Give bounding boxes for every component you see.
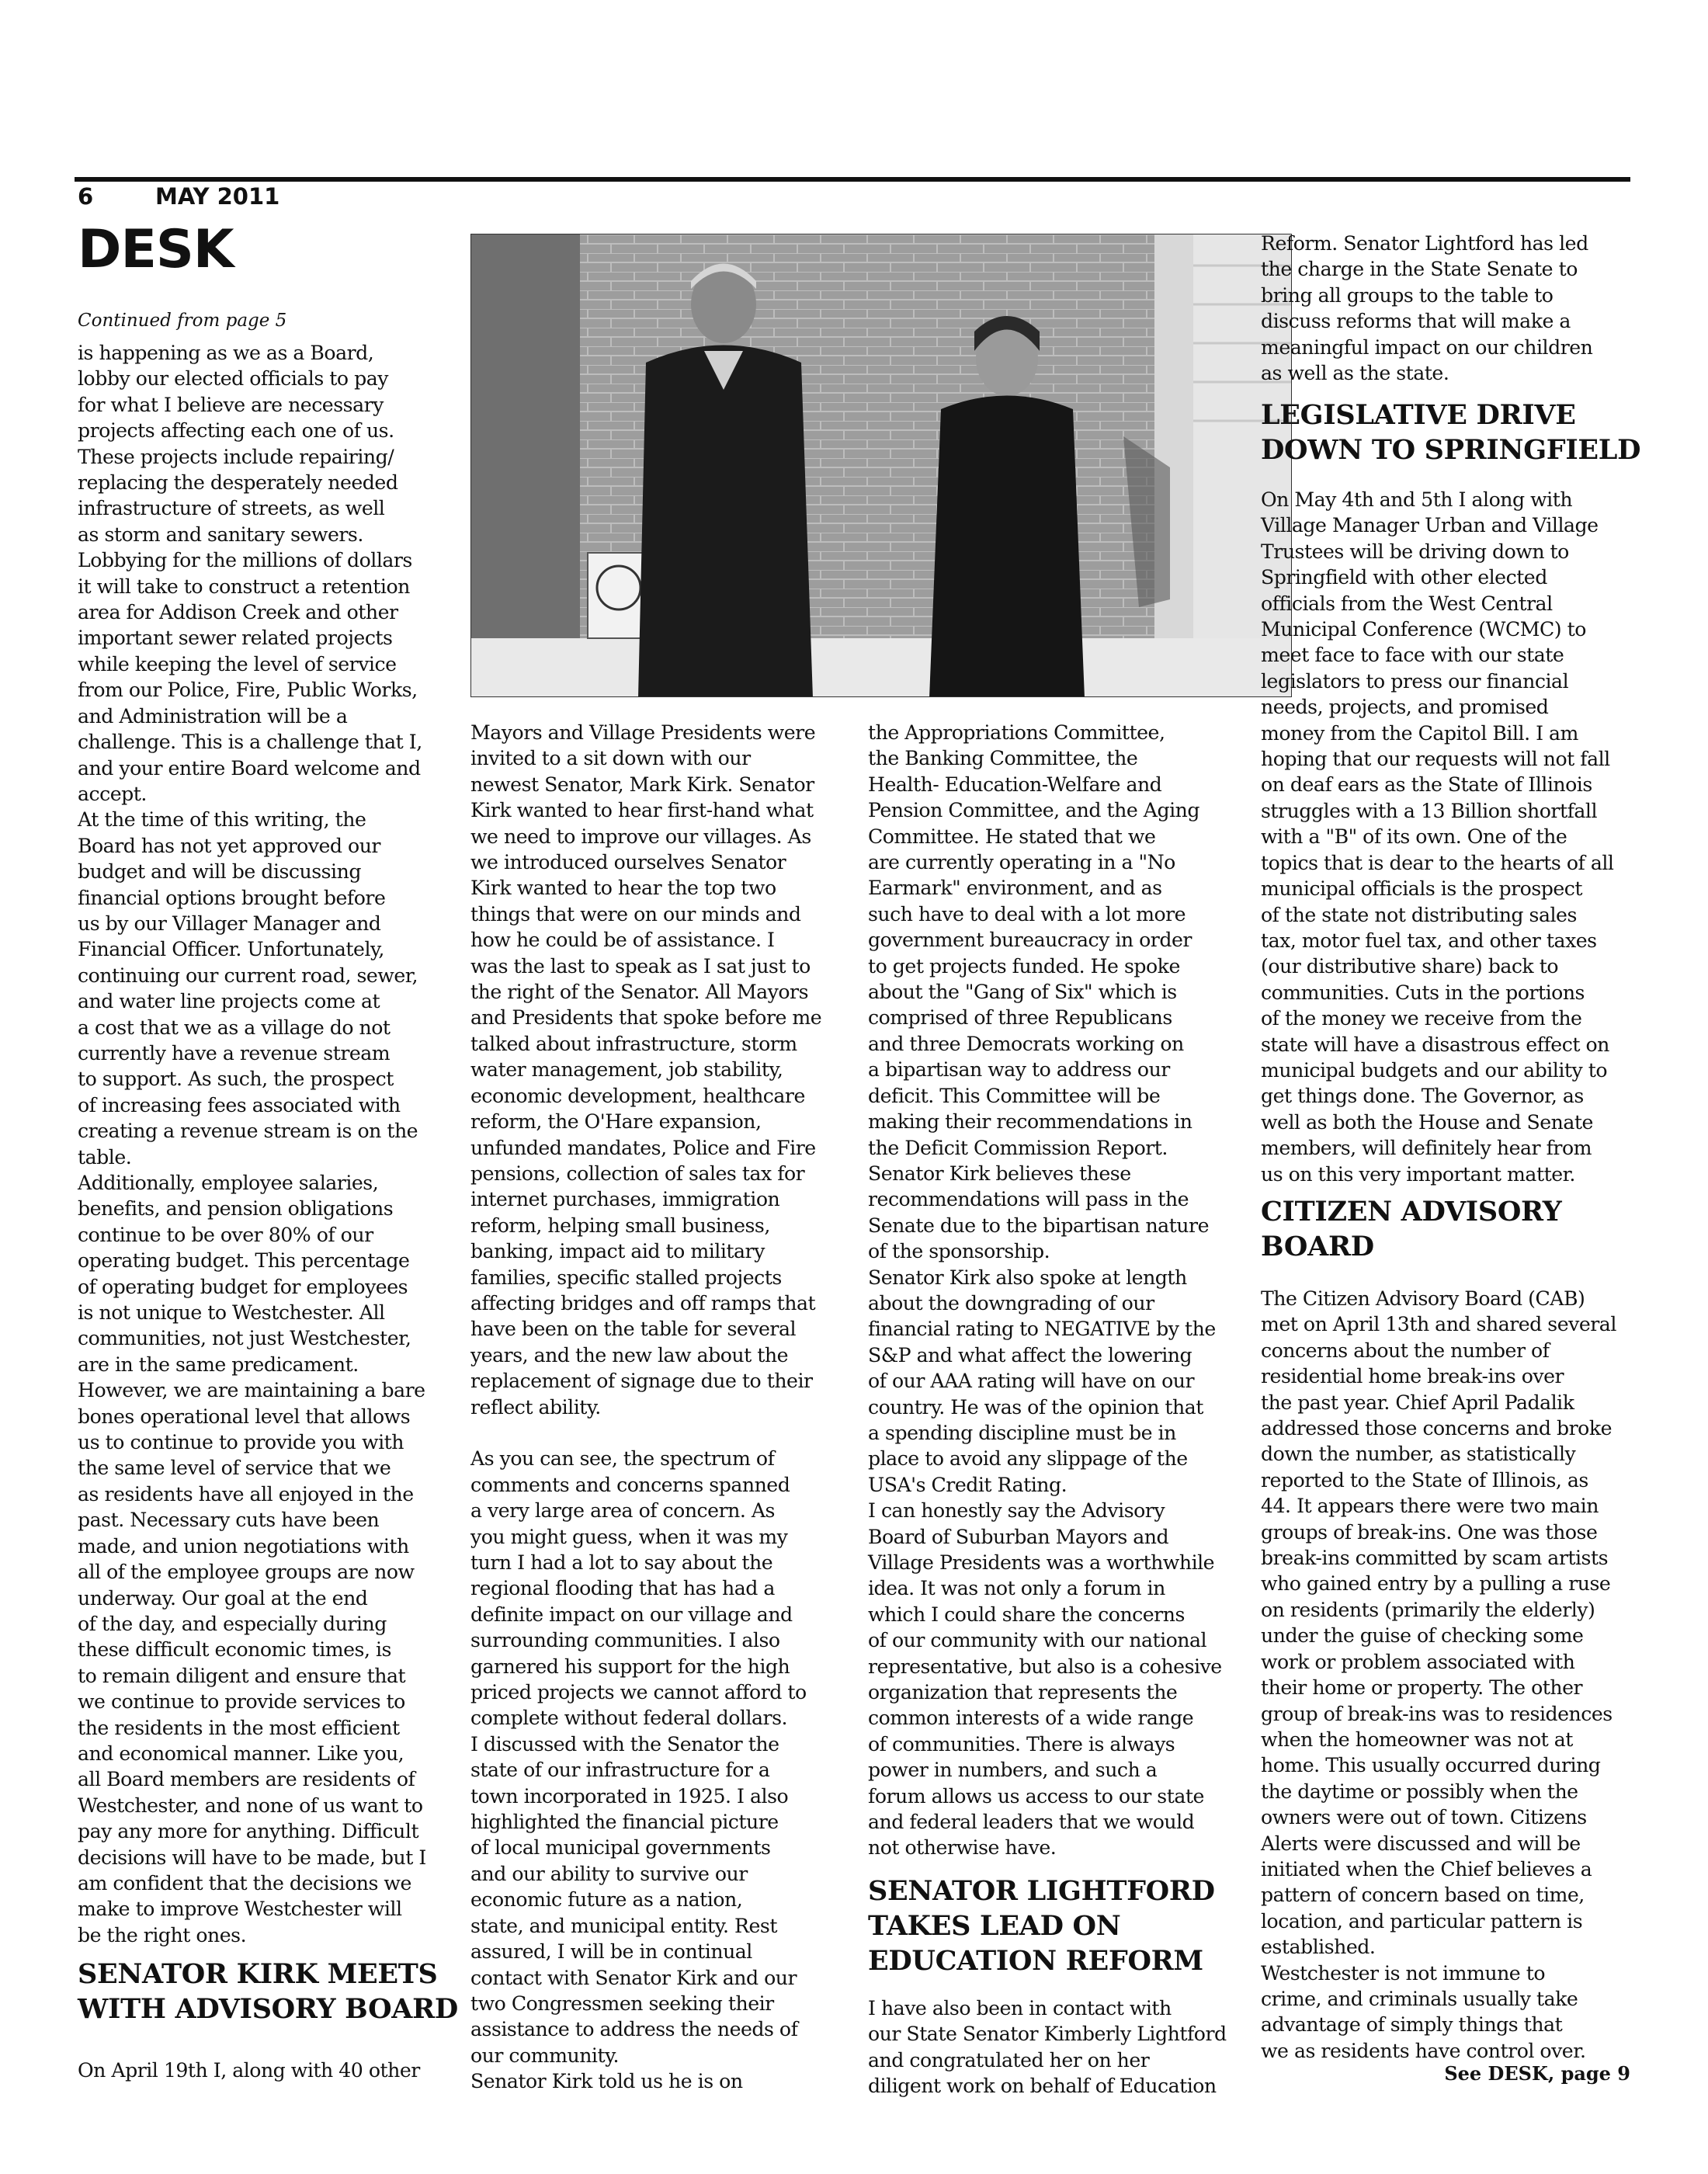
column-1-lead: On April 19th I, along with 40 other xyxy=(78,2059,420,2082)
column-2-text: Mayors and Village Presidents were invited to a sit down with our newest Senator, Mark Kirk. Senator Kirk wanted to hear first-hand what we need to improve our villages. As we introduced ourselves Senator Kirk wanted to hear the top two things that were on our minds and how he could be of assistance. I was the last to speak as I sat just to the right of the Senator. All Mayors and Presidents that spoke before me talked about infrastructure, storm water management, job stability, economic development, healthcare reform, the O'Hare expansion, unfunded mandates, Police and Fire pensions, collection of sales tax for internet purchases, immigration reform, helping small business, banking, impact aid to military families, specific stalled projects affecting bridges and off ramps that have been on the table for several years, and the new law about the replacement of signage due to their reflect ability. As you can see, the spectrum of comments and concerns spanned a very large area of concern. As you might guess, when it was my turn I had a lot to say about the regional flooding that has had a definite impact on our village and surrounding communities. I also garnered his support for the high priced projects we cannot afford to complete without federal dollars. I discussed with the Senator the state of our infrastructure for a town incorporated in 1925. I also highlighted the financial picture of local municipal governments and our ability to survive our economic future as a nation, state, and municipal entity. Rest assured, I will be in continual contact with Senator Kirk and our two Congressmen seeking their assistance to address the needs of our community. Senator Kirk told us he is on xyxy=(470,721,822,2093)
continued-note: Continued from page 5 xyxy=(78,311,287,331)
column-4-springfield: On May 4th and 5th I along with Village Manager Urban and Village Trustees will be driving down to Springfield with other elected officials from the West Central Municipal Conference (WCMC) to meet face to face with our state legislators to press our financial needs, projects, and promised money from the Capitol Bill. I am hoping that our requests will not fall on deaf ears as the State of Illinois struggles with a 13 Billion shortfall with a "B" of its own. One of the topics that is dear to the hearts of all municipal officials is the prospect of the state not distributing sales tax, motor fuel tax, and other taxes (our distributive share) back to communities. Cuts in the portions of the money we receive from the state will have a disastrous effect on municipal budgets and our ability to get things done. The Governor, as well as both the House and Senate members, will definitely hear from us on this very important matter. xyxy=(1261,488,1614,1186)
column-1-text: is happening as we as a Board, lobby our elected officials to pay for what I believe are necessary projects affecting each one of us. These projects include repairing/ replacing the desperately needed infrastructure of streets, as well as storm and sanitary sewers. Lobbying for the millions of dollars it will take to construct a retention area for Addison Creek and other important sewer related projects while keeping the level of service from our Police, Fire, Public Works, and Administration will be a challenge. This is a challenge that I, and your entire Board welcome and accept. At the time of this writing, the Board has not yet approved our budget and will be discussing financial options brought before us by our Villager Manager and Financial Officer. Unfortunately, continuing our current road, sewer, and water line projects come at a cost that we as a village do not currently have a revenue stream to support. As such, the prospect of increasing fees associated with creating a revenue stream is on the table. Additionally, employee salaries, benefits, and pension obligations continue to be over 80% of our operating budget. This percentage of operating budget for employees is not unique to Westchester. All communities, not just Westchester, are in the same predicament. However, we are maintaining a bare bones operational level that allows us to continue to provide you with the same level of service that we as residents have all enjoyed in the past. Necessary cuts have been made, and union negotiations with all of the employee groups are now underway. Our goal at the end of the day, and especially during these difficult economic times, is to remain diligent and ensure that we continue to provide services to the residents in the most efficient and economical manner. Like you, all Board members are residents of Westchester, and none of us want to pay any more for anything. Difficult decisions will have to be made, but I am confident that the decisions we make to improve Westchester will be the right ones. xyxy=(78,342,426,1947)
heading-senator-kirk: SENATOR KIRK MEETS WITH ADVISORY BOARD xyxy=(78,1958,458,2025)
article-title: DESK xyxy=(78,219,234,280)
column-4-cab: The Citizen Advisory Board (CAB) met on April 13th and shared several concerns about the number of residential home break-ins over the past year. Chief April Padalik addressed those concerns and broke down the number, as statistically reported to the State of Illinois, as 44. It appears there were two main groups of break-ins. One was those break-ins committed by scam artists who gained entry by a pulling a ruse on residents (primarily the elderly) under the guise of checking some work or problem associated with their home or property. The other group of break-ins was to residences when the homeowner was not at home. This usually occurred during the daytime or possibly when the owners were out of town. Citizens Alerts were discussed and will be initiated when the Chief believes a pattern of concern based on time, location, and particular pattern is established. Westchester is not immune to crime, and criminals usually take advantage of simply things that we as residents have control over. xyxy=(1261,1287,1616,2062)
folio xyxy=(78,183,279,210)
heading-senator-lightford: SENATOR LIGHTFORD TAKES LEAD ON EDUCATION REFORM xyxy=(868,1875,1215,1977)
header-rule xyxy=(75,177,1630,182)
photo-illustration xyxy=(471,234,1292,697)
column-3-lead: I have also been in contact with our State Senator Kimberly Lightford and congratulated her on her diligent work on behalf of Education xyxy=(868,1997,1227,2098)
page-number: 6 xyxy=(78,183,94,210)
column-3-text: the Appropriations Committee, the Banking Committee, the Health- Education-Welfare and Pension Committee, and the Aging Committee. He stated that we are currently operating in a "No Earmark" environment, and as such have to deal with a lot more government bureaucracy in order to get projects funded. He spoke about the "Gang of Six" which is comprised of three Republicans and three Democrats working on a bipartisan way to address our deficit. This Committee will be making their recommendations in the Deficit Commission Report. Senator Kirk believes these recommendations will pass in the Senate due to the bipartisan nature of the sponsorship. Senator Kirk also spoke at length about the downgrading of our financial rating to NEGATIVE by the S&P and what affect the lowering of our AAA rating will have on our country. He was of the opinion that a spending discipline must be in place to avoid any slippage of the USA's Credit Rating. I can honestly say the Advisory Board of Suburban Mayors and Village Presidents was a worthwhile idea. It was not only a forum in which I could share the concerns of our community with our national representative, but also is a cohesive organization that represents the common interests of a wide range of communities. There is always power in numbers, and such a forum allows us access to our state and federal leaders that we would not otherwise have. xyxy=(868,721,1222,1860)
heading-citizen-advisory-board: CITIZEN ADVISORY BOARD xyxy=(1261,1196,1562,1262)
photo-senator-and-resident xyxy=(470,234,1292,697)
top-margin xyxy=(0,0,1708,155)
issue-date: MAY 2011 xyxy=(155,183,280,210)
heading-legislative-drive: LEGISLATIVE DRIVE DOWN TO SPRINGFIELD xyxy=(1261,399,1641,466)
column-4-intro: Reform. Senator Lightford has led the charge in the State Senate to bring all groups to the table to discuss reforms that will make a meaningful impact on our children as well as the state. xyxy=(1261,232,1593,385)
see-also-link[interactable]: See DESK, page 9 xyxy=(1444,2062,1630,2085)
